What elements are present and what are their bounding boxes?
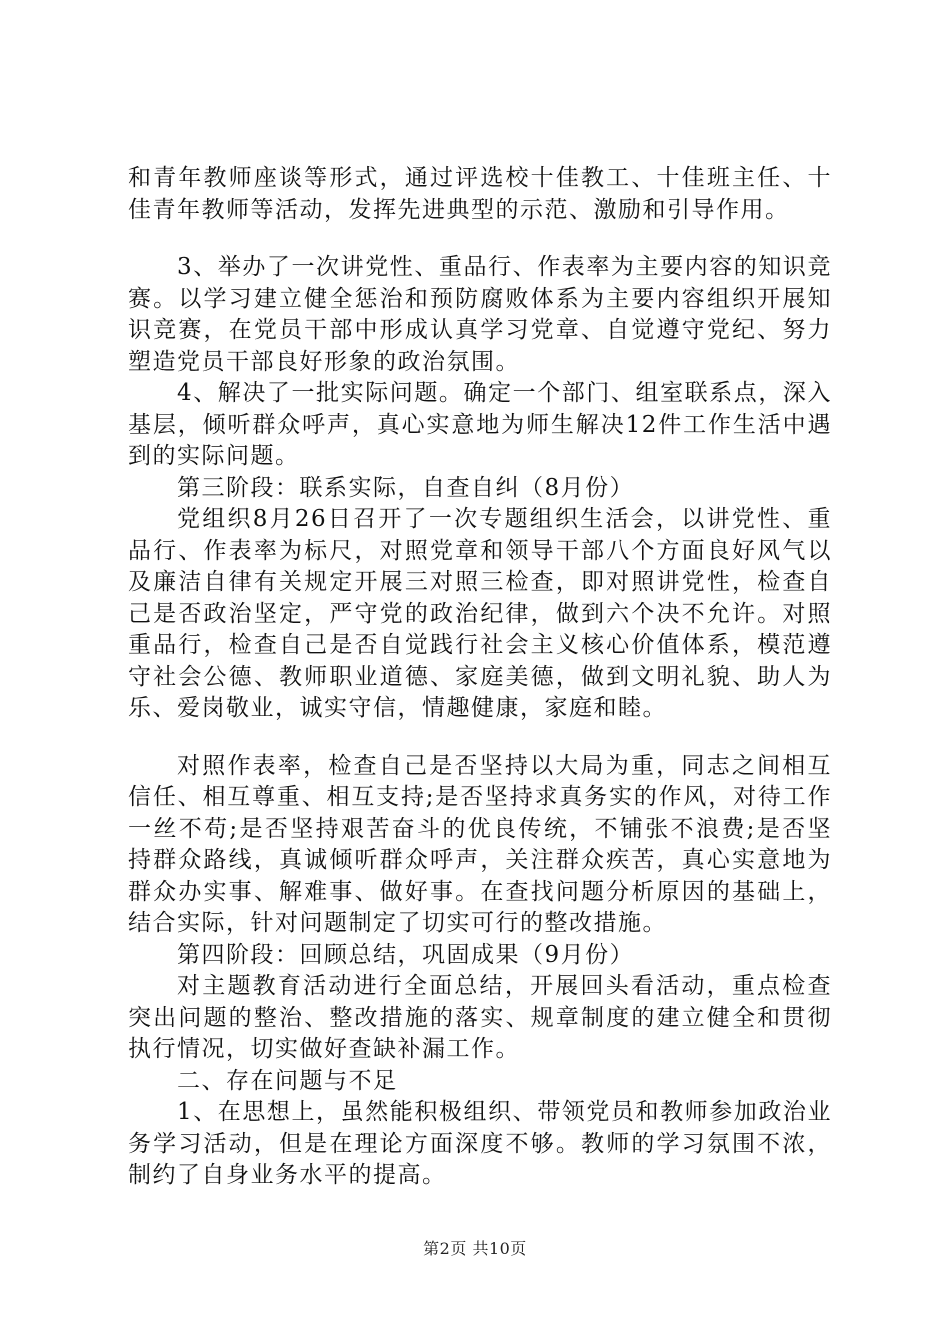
paragraph-item-4: 4、解决了一批实际问题。确定一个部门、组室联系点，深入基层，倾听群众呼声，真心实意地为师生解决12件工作生活中遇到的实际问题。 [128, 380, 832, 469]
paragraph-continuation: 和青年教师座谈等形式，通过评选校十佳教工、十佳班主任、十佳青年教师等活动，发挥先进典型的示范、激励和引导作用。 [128, 165, 832, 223]
paragraph-stage-3-body: 党组织8月26日召开了一次专题组织生活会，以讲党性、重品行、作表率为标尺，对照党章和领导干部八个方面良好风气以及廉洁自律有关规定开展三对照三检查，即对照讲党性，检查自己是否政治坚定，严守党的政治纪律，做到六个决不允许。对照重品行，检查自己是否自觉践行社会主义核心价值体系，模范遵守社会公德、教师职业道德、家庭美德，做到文明礼貌、助人为乐、爱岗敬业，诚实守信，情趣健康，家庭和睦。 [128, 506, 832, 721]
section-heading-problems: 二、存在问题与不足 [177, 1067, 398, 1094]
paragraph-item-3: 3、举办了一次讲党性、重品行、作表率为主要内容的知识竞赛。以学习建立健全惩治和预防腐败体系为主要内容组织开展知识竞赛，在党员干部中形成认真学习党章、自觉遵守党纪、努力塑造党员干部良好形象的政治氛围。 [128, 254, 832, 375]
paragraph-stage-3-comparison: 对照作表率，检查自己是否坚持以大局为重，同志之间相互信任、相互尊重、相互支持;是否坚持求真务实的作风，对待工作一丝不苟;是否坚持艰苦奋斗的优良传统，不铺张不浪费;是否坚持群众路线，真诚倾听群众呼声，关注群众疾苦，真心实意地为群众办实事、解难事、做好事。在查找问题分析原因的基础上，结合实际，针对问题制定了切实可行的整改措施。 [128, 752, 832, 936]
paragraph-stage-4-body: 对主题教育活动进行全面总结，开展回头看活动，重点检查突出问题的整治、整改措施的落实、规章制度的建立健全和贯彻执行情况，切实做好查缺补漏工作。 [128, 973, 832, 1062]
section-heading-stage-4: 第四阶段：回顾总结，巩固成果（9月份） [177, 941, 635, 968]
paragraph-gap [128, 725, 832, 751]
page-number-footer: 第2页 共10页 [423, 1239, 527, 1258]
document-body [128, 163, 832, 1192]
paragraph-problem-1: 1、在思想上，虽然能积极组织、带领党员和教师参加政治业务学习活动，但是在理论方面深度不够。教师的学习氛围不浓，制约了自身业务水平的提高。 [128, 1099, 832, 1188]
section-heading-stage-3: 第三阶段：联系实际，自查自纠（8月份） [177, 474, 635, 501]
paragraph-gap [128, 226, 832, 252]
